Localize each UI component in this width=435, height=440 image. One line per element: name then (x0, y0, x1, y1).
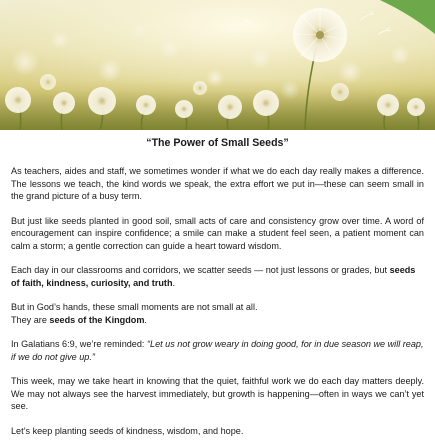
galatians-quote: “Let us not grow weary in doing good, for in due season we will reap, if we do not give up.” (11, 339, 424, 362)
paragraph-this-week: This week, may we take heart in knowing that the quiet, faithful work we do each day matters deeply. We may not always see the harvest immediately, but growth is happening—often in ways we can’t yet see. (11, 376, 424, 412)
galatians-intro: In Galatians 6:9, we’re reminded: (11, 339, 147, 350)
banner-image (0, 0, 435, 130)
paragraph-classrooms (11, 264, 424, 289)
emphasis-seeds-of-faith: seeds of faith, kindness, curiosity, and truth (11, 265, 416, 288)
dandelion-meadow-illustration (0, 0, 435, 130)
article (11, 136, 424, 437)
article-title: “The Power of Small Seeds” (146, 137, 289, 149)
focal-dandelion (293, 8, 347, 62)
paragraph-intro: As teachers, aides and staff, we sometimes wonder if what we do each day really makes a difference. The lessons we teach, the kind words we speak, the extra effort we put in—these can seem small in the grand picture of a busy term. (11, 166, 424, 202)
kingdom-line-text: They are (11, 314, 50, 325)
gods-hands-line: But in God’s hands, these small moments are not small at all. (11, 302, 258, 313)
paragraph-classrooms-text: Each day in our classrooms and corridors, we scatter seeds — not just lessons or grades, but (11, 265, 390, 276)
paragraph-classrooms-end: . (172, 277, 176, 288)
paragraph-closing: Let’s keep planting seeds of kindness, wisdom, and hope. (11, 425, 244, 436)
paragraph-galatians (11, 338, 424, 363)
kingdom-line-end: . (144, 314, 147, 325)
paragraph-seeds: But just like seeds planted in good soil, small acts of care and consistency grow over time. A word of encouragement can inspire confidence; a smile can make a student feel seen, a patient moment can calm a storm; a gentle correction can guide a heart toward wisdom. (11, 215, 424, 251)
paragraph-gods-hands (11, 301, 424, 326)
emphasis-seeds-of-kingdom: seeds of the Kingdom (49, 314, 145, 325)
